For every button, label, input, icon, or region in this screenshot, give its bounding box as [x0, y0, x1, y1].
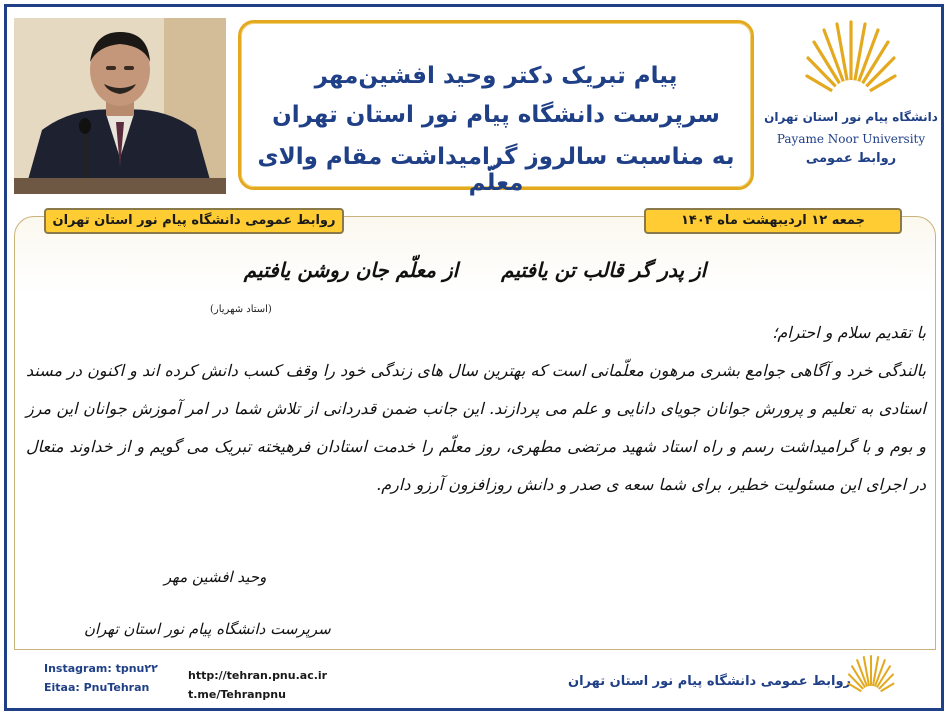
title-box [238, 20, 754, 196]
title-line-3: به مناسبت سالروز گرامیداشت مقام والای معلّم [257, 144, 735, 196]
footer-sunburst-icon [846, 654, 896, 698]
org-badge: روابط عمومی دانشگاه پیام نور استان تهران [44, 208, 344, 234]
logo-name-en: Payame Noor University [776, 132, 926, 146]
sunburst-logo-icon [805, 18, 897, 104]
eitaa-handle[interactable]: Eitaa: PnuTehran [44, 681, 150, 694]
salutation: با تقدیم سلام و احترام؛ [772, 323, 926, 342]
poem-part-2: از معلّم جان روشن یافتیم [243, 258, 459, 282]
title-line-2: سرپرست دانشگاه پیام نور استان تهران [272, 102, 720, 128]
letter-panel [14, 196, 936, 650]
logo-name-fa: دانشگاه پیام نور استان تهران [764, 110, 938, 124]
logo-department: روابط عمومی [805, 151, 897, 166]
portrait-illustration [14, 18, 226, 194]
instagram-handle[interactable]: Instagram: tpnu۲۲ [44, 662, 158, 675]
footer-links [188, 666, 327, 704]
letter-body [26, 314, 926, 504]
date-badge: جمعه ۱۲ اردیبهشت ماه ۱۴۰۴ [644, 208, 902, 234]
title-line-1: پیام تبریک دکتر وحید افشین‌مهر [314, 63, 678, 89]
signature-title: سرپرست دانشگاه پیام نور استان تهران [84, 620, 331, 638]
footer-org: روابط عمومی دانشگاه پیام نور استان تهران [568, 674, 852, 689]
poem-part-1: از پدر گر قالب تن یافتیم [501, 258, 707, 282]
letter-paragraph: بالندگی خرد و آگاهی جوامع بشری مرهون معلّمانی است که بهترین سال های زندگی خود را وقف کسب دانش کرده اند و اکنون در مسند استادی به تعلیم و پرورش جوانان جویای دانایی و علم می پردازند. این جانب ضمن قدردانی از تلاش شما در امر آموزش جوانان این مرز و بوم و با گرامیداشت رسم و راه استاد شهید مرتضی مطهری، روز معلّم را خدمت استادان فرهیخته تبریک می گویم و از خداوند متعال در اجرای این مسئولیت خطیر، برای شما سعه ی صدر و دانش روزافزون آرزو دارم. [26, 361, 926, 494]
university-logo [763, 18, 939, 178]
poet-credit: (استاد شهریار) [210, 304, 272, 315]
website-link[interactable]: http://tehran.pnu.ac.ir [188, 669, 328, 682]
poem-verse [14, 258, 936, 282]
footer-social [44, 659, 158, 697]
telegram-link[interactable]: t.me/Tehranpnu [188, 688, 286, 701]
signature-name: وحید افشین مهر [164, 568, 267, 586]
portrait-photo [14, 18, 226, 194]
